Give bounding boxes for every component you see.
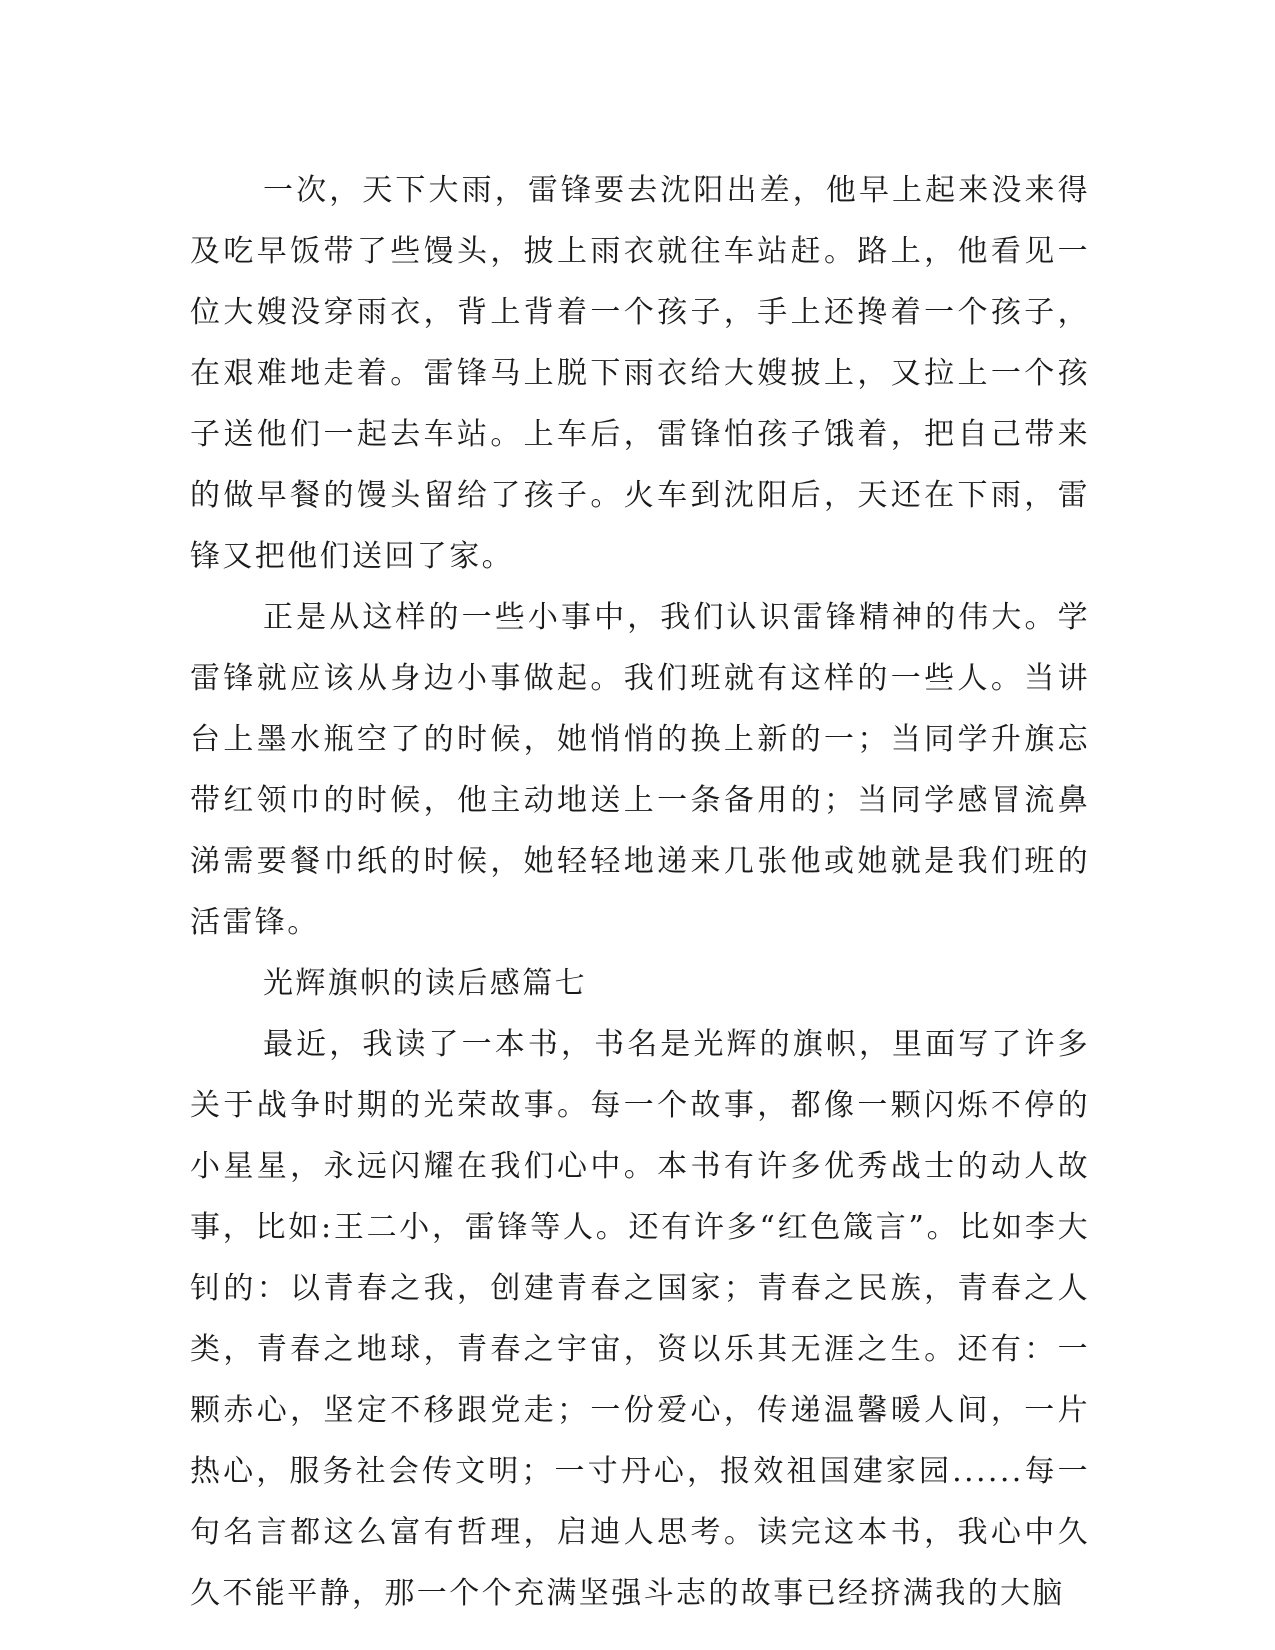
paragraph-learn-from-lei-feng: 正是从这样的一些小事中，我们认识雷锋精神的伟大。学雷锋就应该从身边小事做起。我们班就有这样的一些人。当讲台上墨水瓶空了的时候，她悄悄的换上新的一；当同学升旗忘带红领巾的时候，他主动地送上一条备用的；当同学感冒流鼻涕需要餐巾纸的时候，她轻轻地递来几张他或她就是我们班的活雷锋。 [190,600,1090,940]
paragraph-lei-feng-rainy-day: 一次，天下大雨，雷锋要去沈阳出差，他早上起来没来得及吃早饭带了些馒头，披上雨衣就往车站赶。路上，他看见一位大嫂没穿雨衣，背上背着一个孩子，手上还搀着一个孩子，在艰难地走着。雷锋马上脱下雨衣给大嫂披上，又拉上一个孩子送他们一起去车站。上车后，雷锋怕孩子饿着，把自己带来的做早餐的馒头留给了孩子。火车到沈阳后，天还在下雨，雷锋又把他们送回了家。 [190,173,1090,574]
document-body [190,160,1090,1624]
paragraph-book-review: 最近，我读了一本书，书名是光辉的旗帜，里面写了许多关于战争时期的光荣故事。每一个故事，都像一颗闪烁不停的小星星，永远闪耀在我们心中。本书有许多优秀战士的动人故事，比如:王二小，雷锋等人。还有许多“红色箴言”。比如李大钊的：以青春之我，创建青春之国家；青春之民族，青春之人类，青春之地球，青春之宇宙，资以乐其无涯之生。还有：一颗赤心，坚定不移跟党走；一份爱心，传递温馨暖人间，一片热心，服务社会传文明；一寸丹心，报效祖国建家园......每一句名言都这么富有哲理，启迪人思考。读完这本书，我心中久久不能平静，那一个个充满坚强斗志的故事已经挤满我的大脑 [190,1027,1090,1611]
section-heading: 光辉旗帜的读后感篇七 [263,966,587,1001]
